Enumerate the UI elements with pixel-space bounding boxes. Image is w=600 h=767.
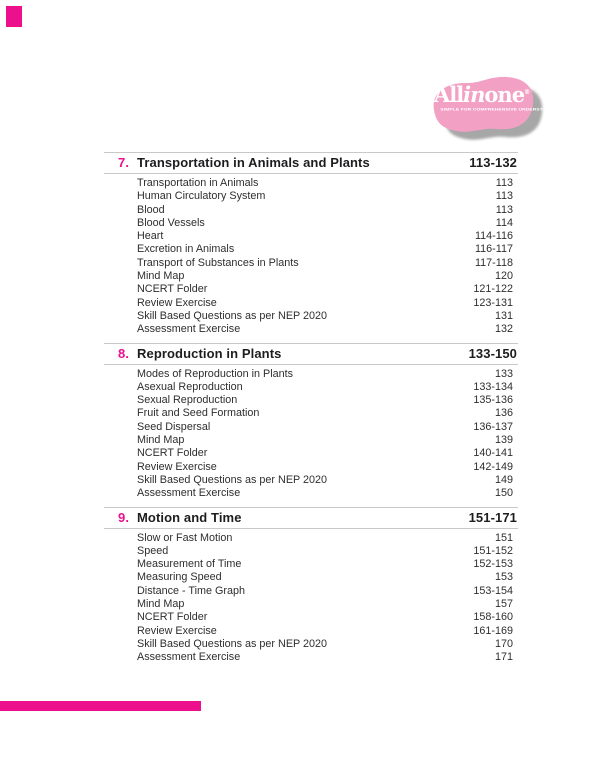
- toc-entry: [137, 421, 513, 434]
- entry-label: NCERT Folder: [137, 447, 208, 460]
- toc-entry: [137, 323, 513, 336]
- entry-pages: 171: [494, 651, 513, 664]
- entry-label: Excretion in Animals: [137, 243, 235, 256]
- entry-pages: 116-117: [474, 243, 513, 256]
- toc-entry: [137, 230, 513, 243]
- toc-entry: [137, 381, 513, 394]
- entry-pages: 152-153: [473, 558, 513, 571]
- entry-label: Modes of Reproduction in Plants: [137, 367, 294, 380]
- toc-entry: [137, 407, 513, 420]
- chapter-page-range: 133-150: [468, 345, 517, 361]
- entry-pages: 142-149: [473, 460, 513, 473]
- entry-label: Review Exercise: [137, 296, 217, 309]
- entry-pages: 131: [494, 309, 513, 322]
- entry-pages: 170: [494, 637, 513, 650]
- section-entries: [104, 529, 518, 669]
- entry-label: Fruit and Seed Formation: [137, 407, 260, 420]
- toc-entry: [137, 297, 513, 310]
- entry-label: Assessment Exercise: [137, 651, 241, 664]
- section-header: [104, 152, 518, 174]
- entry-pages: 113: [495, 177, 513, 189]
- entry-label: Blood Vessels: [137, 216, 205, 229]
- entry-label: Assessment Exercise: [137, 323, 241, 336]
- entry-pages: 158-160: [473, 611, 513, 624]
- logo-wordmark: [430, 84, 534, 106]
- entry-pages: 114: [495, 216, 513, 229]
- entry-label: Measuring Speed: [137, 571, 222, 584]
- toc-section-8: [104, 343, 518, 505]
- section-header: [104, 343, 518, 365]
- entry-label: Review Exercise: [137, 460, 217, 473]
- toc-entry: [137, 204, 513, 217]
- entry-label: Distance - Time Graph: [137, 584, 246, 597]
- entry-pages: 139: [494, 434, 513, 447]
- toc-entry: [137, 310, 513, 323]
- table-of-contents: [104, 152, 518, 669]
- entry-label: Human Circulatory System: [137, 190, 266, 203]
- entry-label: Slow or Fast Motion: [137, 531, 233, 544]
- entry-pages: 133-134: [473, 380, 513, 393]
- toc-entry: [137, 270, 513, 283]
- entry-label: Heart: [137, 230, 164, 243]
- entry-label: Transport of Substances in Plants: [137, 256, 299, 269]
- toc-entry: [137, 190, 513, 203]
- toc-entry: [137, 474, 513, 487]
- entry-label: Seed Dispersal: [137, 420, 211, 433]
- chapter-title: Transportation in Animals and Plants: [137, 155, 370, 170]
- toc-entry: [137, 243, 513, 256]
- toc-entry: [137, 368, 513, 381]
- entry-pages: 136-137: [473, 420, 513, 433]
- entry-pages: 133: [494, 367, 513, 380]
- toc-entry: [137, 217, 513, 230]
- toc-section-7: [104, 152, 518, 341]
- toc-entry: [137, 257, 513, 270]
- entry-pages: 151-152: [473, 544, 513, 557]
- chapter-number: 7.: [118, 155, 130, 170]
- chapter-page-range: 113-132: [469, 155, 517, 170]
- entry-label: Blood: [137, 203, 165, 216]
- logo-word-all: All: [433, 82, 464, 107]
- entry-pages: 153: [494, 571, 513, 584]
- entry-label: Mind Map: [137, 270, 185, 283]
- entry-pages: 113: [495, 190, 513, 203]
- section-entries: [104, 365, 518, 505]
- entry-pages: 161-169: [473, 624, 513, 637]
- entry-pages: 157: [494, 598, 513, 611]
- section-entries: [104, 174, 518, 341]
- entry-label: Skill Based Questions as per NEP 2020: [137, 473, 328, 486]
- toc-entry: [137, 611, 513, 624]
- entry-pages: 150: [494, 487, 513, 500]
- toc-entry: [137, 447, 513, 460]
- entry-pages: 113: [495, 203, 513, 216]
- toc-entry: [137, 558, 513, 571]
- entry-label: Skill Based Questions as per NEP 2020: [137, 637, 328, 650]
- logo-word-in: in: [463, 82, 485, 107]
- registered-mark: ®: [524, 89, 531, 96]
- logo-tagline: SIMPLE FOR COMPREHENSIVE UNDERSTANDING: [440, 108, 563, 112]
- entry-pages: 149: [494, 473, 513, 486]
- toc-entry: [137, 434, 513, 447]
- entry-pages: 123-131: [473, 296, 513, 309]
- entry-label: Mind Map: [137, 598, 185, 611]
- entry-label: Mind Map: [137, 434, 185, 447]
- toc-entry: [137, 571, 513, 584]
- entry-label: Sexual Reproduction: [137, 394, 238, 407]
- entry-label: NCERT Folder: [137, 611, 208, 624]
- corner-accent-square: [6, 6, 22, 27]
- entry-label: Asexual Reproduction: [137, 380, 243, 393]
- toc-entry: [137, 532, 513, 545]
- entry-label: Speed: [137, 544, 169, 557]
- entry-label: Review Exercise: [137, 624, 217, 637]
- entry-pages: 135-136: [473, 394, 513, 407]
- entry-pages: 132: [494, 323, 513, 336]
- entry-pages: 136: [494, 407, 513, 420]
- entry-pages: 120: [494, 270, 513, 283]
- entry-label: Transportation in Animals: [137, 177, 259, 189]
- logo-word-one: one: [484, 82, 525, 107]
- toc-entry: [137, 283, 513, 296]
- toc-entry: [137, 487, 513, 500]
- toc-entry: [137, 545, 513, 558]
- chapter-number: 9.: [118, 509, 130, 525]
- toc-entry: [137, 625, 513, 638]
- toc-entry: [137, 638, 513, 651]
- toc-section-9: [104, 507, 518, 669]
- toc-entry: [137, 177, 513, 190]
- chapter-page-range: 151-171: [468, 509, 517, 525]
- chapter-title: Motion and Time: [137, 509, 242, 525]
- entry-pages: 151: [494, 531, 513, 544]
- entry-pages: 114-116: [474, 230, 513, 243]
- toc-entry: [137, 585, 513, 598]
- chapter-number: 8.: [118, 345, 130, 361]
- allinone-logo: [422, 70, 563, 144]
- bottom-accent-bar: [0, 701, 201, 711]
- entry-label: NCERT Folder: [137, 283, 208, 296]
- toc-entry: [137, 394, 513, 407]
- chapter-title: Reproduction in Plants: [137, 345, 282, 361]
- entry-pages: 153-154: [473, 584, 513, 597]
- toc-entry: [137, 651, 513, 664]
- toc-entry: [137, 598, 513, 611]
- entry-label: Skill Based Questions as per NEP 2020: [137, 309, 328, 322]
- entry-pages: 117-118: [474, 256, 513, 269]
- entry-label: Measurement of Time: [137, 558, 242, 571]
- toc-entry: [137, 461, 513, 474]
- entry-pages: 140-141: [473, 447, 513, 460]
- entry-pages: 121-122: [473, 283, 513, 296]
- section-header: [104, 507, 518, 529]
- entry-label: Assessment Exercise: [137, 487, 241, 500]
